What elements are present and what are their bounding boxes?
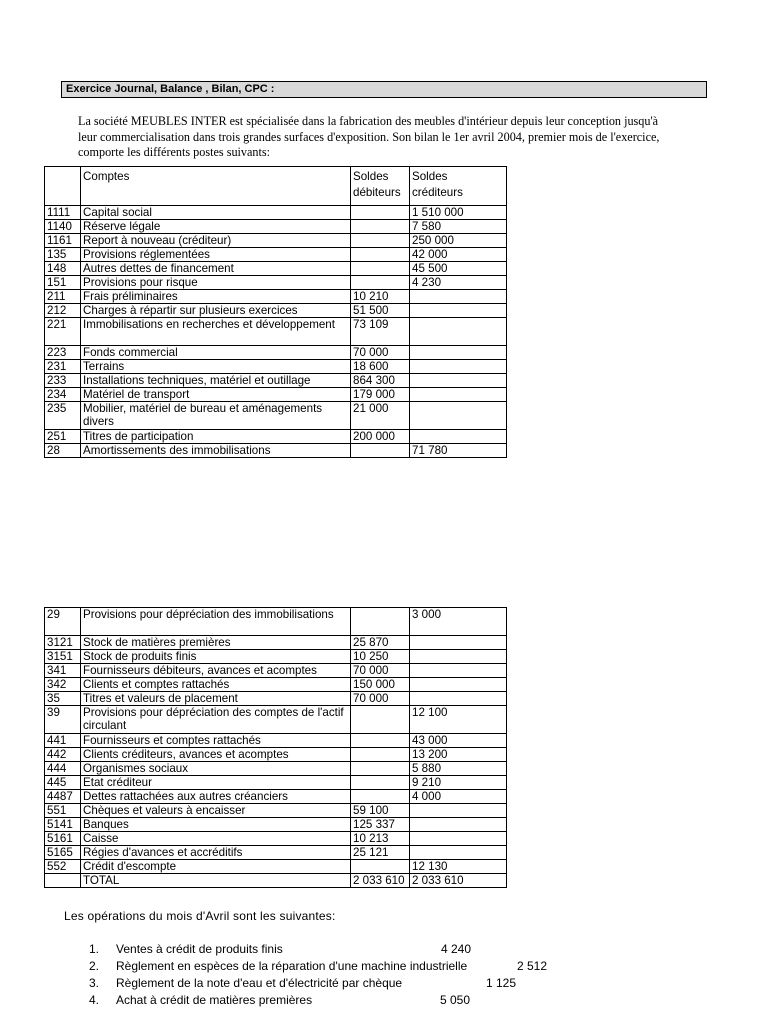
account-code-cell bbox=[45, 874, 81, 888]
debit-cell bbox=[351, 748, 410, 762]
account-label-cell: Caisse bbox=[81, 832, 351, 846]
operations-intro: Les opérations du mois d'Avril sont les suivantes: bbox=[64, 909, 336, 923]
debit-cell: 51 500 bbox=[351, 304, 410, 318]
credit-cell: 7 580 bbox=[410, 220, 507, 234]
account-label-cell: Provisions pour dépréciation des immobilisations bbox=[81, 608, 351, 636]
account-code-cell: 235 bbox=[45, 402, 81, 430]
debit-cell: 200 000 bbox=[351, 430, 410, 444]
accounts-table-part-1 bbox=[44, 166, 507, 458]
account-code-cell: 445 bbox=[45, 776, 81, 790]
account-code-cell: 231 bbox=[45, 360, 81, 374]
credit-cell bbox=[410, 346, 507, 360]
table-row bbox=[45, 818, 507, 832]
account-label-cell: Titres de participation bbox=[81, 430, 351, 444]
debit-cell: 10 213 bbox=[351, 832, 410, 846]
table-row bbox=[45, 832, 507, 846]
account-code-cell: 151 bbox=[45, 276, 81, 290]
operation-item bbox=[89, 941, 569, 958]
credit-cell: 9 210 bbox=[410, 776, 507, 790]
operation-item bbox=[89, 958, 569, 975]
account-code-cell: 39 bbox=[45, 706, 81, 734]
debit-cell: 125 337 bbox=[351, 818, 410, 832]
table-row bbox=[45, 248, 507, 262]
intro-paragraph bbox=[78, 114, 708, 161]
account-label-cell: Report à nouveau (créditeur) bbox=[81, 234, 351, 248]
account-code-cell: 551 bbox=[45, 804, 81, 818]
credit-cell bbox=[410, 402, 507, 430]
credit-cell bbox=[410, 664, 507, 678]
credit-cell: 43 000 bbox=[410, 734, 507, 748]
account-code-cell: 442 bbox=[45, 748, 81, 762]
account-label-cell: Installations techniques, matériel et outillage bbox=[81, 374, 351, 388]
account-code-cell: 3121 bbox=[45, 636, 81, 650]
account-label-cell: Stock de produits finis bbox=[81, 650, 351, 664]
table-row bbox=[45, 402, 507, 430]
account-label-cell: Réserve légale bbox=[81, 220, 351, 234]
credit-cell: 71 780 bbox=[410, 444, 507, 458]
account-label-cell: Fournisseurs débiteurs, avances et acomptes bbox=[81, 664, 351, 678]
operation-amount: 5 050 bbox=[440, 993, 471, 1007]
account-code-cell: 1111 bbox=[45, 206, 81, 220]
table-row bbox=[45, 262, 507, 276]
credit-cell bbox=[410, 832, 507, 846]
table-row bbox=[45, 874, 507, 888]
table-row bbox=[45, 804, 507, 818]
account-label-cell: Régies d'avances et accréditifs bbox=[81, 846, 351, 860]
account-code-cell: 5141 bbox=[45, 818, 81, 832]
account-label-cell: Provisions pour risque bbox=[81, 276, 351, 290]
table-row bbox=[45, 636, 507, 650]
credit-cell: 4 230 bbox=[410, 276, 507, 290]
account-label-cell: Matériel de transport bbox=[81, 388, 351, 402]
account-label-cell: Clients créditeurs, avances et acomptes bbox=[81, 748, 351, 762]
table-row bbox=[45, 290, 507, 304]
table-row bbox=[45, 430, 507, 444]
accounts-table-part-2 bbox=[44, 607, 507, 888]
account-label-cell: TOTAL bbox=[81, 874, 351, 888]
account-code-cell: 135 bbox=[45, 248, 81, 262]
account-code-cell: 35 bbox=[45, 692, 81, 706]
operations-list bbox=[89, 941, 569, 1009]
account-label-cell: Frais préliminaires bbox=[81, 290, 351, 304]
credit-cell: 1 510 000 bbox=[410, 206, 507, 220]
account-label-cell: Amortissements des immobilisations bbox=[81, 444, 351, 458]
account-code-cell: 251 bbox=[45, 430, 81, 444]
credit-cell: 5 880 bbox=[410, 762, 507, 776]
account-label-cell: Terrains bbox=[81, 360, 351, 374]
debit-cell bbox=[351, 206, 410, 220]
account-code-cell: 148 bbox=[45, 262, 81, 276]
account-code-cell: 444 bbox=[45, 762, 81, 776]
account-label-cell: Capital social bbox=[81, 206, 351, 220]
operation-item bbox=[89, 992, 569, 1009]
operation-text: Règlement de la note d'eau et d'électricité par chèque bbox=[116, 976, 403, 990]
account-code-cell: 28 bbox=[45, 444, 81, 458]
table-row bbox=[45, 318, 507, 346]
account-code-cell: 1161 bbox=[45, 234, 81, 248]
account-code-cell: 29 bbox=[45, 608, 81, 636]
account-code-cell: 221 bbox=[45, 318, 81, 346]
table-row bbox=[45, 374, 507, 388]
table-row bbox=[45, 304, 507, 318]
operation-text: Ventes à crédit de produits finis bbox=[116, 942, 283, 956]
table-row bbox=[45, 234, 507, 248]
header-debit: Soldes débiteurs bbox=[351, 167, 410, 206]
debit-cell: 73 109 bbox=[351, 318, 410, 346]
debit-cell bbox=[351, 860, 410, 874]
header-code-cell bbox=[45, 167, 81, 206]
table-row bbox=[45, 650, 507, 664]
account-label-cell: Fournisseurs et comptes rattachés bbox=[81, 734, 351, 748]
intro-line: La société MEUBLES INTER est spécialisée dans la fabrication des meubles d'intérieur depuis leur conception jusqu'à bbox=[78, 114, 659, 128]
operation-number: 4. bbox=[89, 993, 100, 1007]
debit-cell: 70 000 bbox=[351, 346, 410, 360]
table-row bbox=[45, 762, 507, 776]
account-label-cell: Provisions réglementées bbox=[81, 248, 351, 262]
debit-cell bbox=[351, 262, 410, 276]
account-label-cell: Chèques et valeurs à encaisser bbox=[81, 804, 351, 818]
debit-cell bbox=[351, 608, 410, 636]
credit-cell: 12 100 bbox=[410, 706, 507, 734]
account-label-cell: Banques bbox=[81, 818, 351, 832]
table-row bbox=[45, 790, 507, 804]
debit-cell bbox=[351, 734, 410, 748]
debit-cell: 10 250 bbox=[351, 650, 410, 664]
header-comptes: Comptes bbox=[81, 167, 351, 206]
debit-cell bbox=[351, 444, 410, 458]
table-row bbox=[45, 734, 507, 748]
table-row bbox=[45, 360, 507, 374]
header-credit: Soldes créditeurs bbox=[410, 167, 507, 206]
operation-amount: 2 512 bbox=[517, 959, 548, 973]
account-label-cell: Organismes sociaux bbox=[81, 762, 351, 776]
table-row bbox=[45, 860, 507, 874]
table-row bbox=[45, 206, 507, 220]
debit-cell: 59 100 bbox=[351, 804, 410, 818]
credit-cell: 45 500 bbox=[410, 262, 507, 276]
operation-item bbox=[89, 975, 569, 992]
debit-cell bbox=[351, 220, 410, 234]
account-code-cell: 4487 bbox=[45, 790, 81, 804]
debit-cell: 25 870 bbox=[351, 636, 410, 650]
table-row bbox=[45, 678, 507, 692]
account-code-cell: 1140 bbox=[45, 220, 81, 234]
credit-cell bbox=[410, 692, 507, 706]
debit-cell: 70 000 bbox=[351, 692, 410, 706]
account-label-cell: Dettes rattachées aux autres créanciers bbox=[81, 790, 351, 804]
debit-cell: 10 210 bbox=[351, 290, 410, 304]
account-code-cell: 341 bbox=[45, 664, 81, 678]
credit-cell: 12 130 bbox=[410, 860, 507, 874]
debit-cell: 70 000 bbox=[351, 664, 410, 678]
table-row bbox=[45, 748, 507, 762]
account-label-cell: Charges à répartir sur plusieurs exercices bbox=[81, 304, 351, 318]
credit-cell bbox=[410, 804, 507, 818]
account-code-cell: 212 bbox=[45, 304, 81, 318]
account-code-cell: 234 bbox=[45, 388, 81, 402]
debit-cell: 2 033 610 bbox=[351, 874, 410, 888]
operation-number: 3. bbox=[89, 976, 100, 990]
credit-cell: 42 000 bbox=[410, 248, 507, 262]
table-row bbox=[45, 346, 507, 360]
credit-cell bbox=[410, 846, 507, 860]
credit-cell: 250 000 bbox=[410, 234, 507, 248]
account-code-cell: 3151 bbox=[45, 650, 81, 664]
debit-cell bbox=[351, 276, 410, 290]
account-label-cell: Stock de matières premières bbox=[81, 636, 351, 650]
operation-text: Achat à crédit de matières premières bbox=[116, 993, 313, 1007]
credit-cell bbox=[410, 388, 507, 402]
table-row bbox=[45, 388, 507, 402]
debit-cell bbox=[351, 776, 410, 790]
debit-cell bbox=[351, 234, 410, 248]
credit-cell bbox=[410, 290, 507, 304]
table-row bbox=[45, 276, 507, 290]
table-header-row bbox=[45, 167, 507, 206]
credit-cell bbox=[410, 304, 507, 318]
credit-cell bbox=[410, 650, 507, 664]
operation-number: 1. bbox=[89, 942, 100, 956]
table-row bbox=[45, 444, 507, 458]
account-code-cell: 5161 bbox=[45, 832, 81, 846]
account-code-cell: 552 bbox=[45, 860, 81, 874]
table-row bbox=[45, 220, 507, 234]
credit-cell: 4 000 bbox=[410, 790, 507, 804]
table-row bbox=[45, 664, 507, 678]
credit-cell: 2 033 610 bbox=[410, 874, 507, 888]
debit-cell: 864 300 bbox=[351, 374, 410, 388]
account-label-cell: Immobilisations en recherches et développement bbox=[81, 318, 351, 346]
account-code-cell: 233 bbox=[45, 374, 81, 388]
credit-cell bbox=[410, 374, 507, 388]
account-label-cell: Provisions pour dépréciation des comptes de l'actif circulant bbox=[81, 706, 351, 734]
table-row bbox=[45, 692, 507, 706]
exercise-title: Exercice Journal, Balance , Bilan, CPC : bbox=[61, 81, 707, 98]
credit-cell: 3 000 bbox=[410, 608, 507, 636]
debit-cell: 25 121 bbox=[351, 846, 410, 860]
credit-cell bbox=[410, 360, 507, 374]
account-code-cell: 223 bbox=[45, 346, 81, 360]
operation-amount: 4 240 bbox=[441, 942, 472, 956]
account-label-cell: Mobilier, matériel de bureau et aménagements divers bbox=[81, 402, 351, 430]
credit-cell bbox=[410, 818, 507, 832]
account-code-cell: 342 bbox=[45, 678, 81, 692]
account-label-cell: Etat créditeur bbox=[81, 776, 351, 790]
debit-cell bbox=[351, 706, 410, 734]
table-row bbox=[45, 846, 507, 860]
operation-amount: 1 125 bbox=[486, 976, 517, 990]
intro-line: comporte les différents postes suivants: bbox=[78, 145, 271, 159]
debit-cell bbox=[351, 790, 410, 804]
account-label-cell: Fonds commercial bbox=[81, 346, 351, 360]
intro-line: leur commercialisation dans trois grandes surfaces d'exposition. Son bilan le 1er avril 2004, premier mois de l'exercice, bbox=[78, 129, 660, 144]
account-label-cell: Autres dettes de financement bbox=[81, 262, 351, 276]
debit-cell bbox=[351, 762, 410, 776]
table-row bbox=[45, 706, 507, 734]
account-label-cell: Titres et valeurs de placement bbox=[81, 692, 351, 706]
credit-cell bbox=[410, 430, 507, 444]
account-label-cell: Crédit d'escompte bbox=[81, 860, 351, 874]
table-row bbox=[45, 776, 507, 790]
table-row bbox=[45, 608, 507, 636]
credit-cell bbox=[410, 636, 507, 650]
account-code-cell: 211 bbox=[45, 290, 81, 304]
credit-cell bbox=[410, 678, 507, 692]
debit-cell: 18 600 bbox=[351, 360, 410, 374]
credit-cell: 13 200 bbox=[410, 748, 507, 762]
account-code-cell: 5165 bbox=[45, 846, 81, 860]
account-label-cell: Clients et comptes rattachés bbox=[81, 678, 351, 692]
credit-cell bbox=[410, 318, 507, 346]
debit-cell: 21 000 bbox=[351, 402, 410, 430]
debit-cell: 179 000 bbox=[351, 388, 410, 402]
operation-text: Règlement en espèces de la réparation d'une machine industrielle bbox=[116, 959, 468, 973]
debit-cell: 150 000 bbox=[351, 678, 410, 692]
account-code-cell: 441 bbox=[45, 734, 81, 748]
operation-number: 2. bbox=[89, 959, 100, 973]
debit-cell bbox=[351, 248, 410, 262]
